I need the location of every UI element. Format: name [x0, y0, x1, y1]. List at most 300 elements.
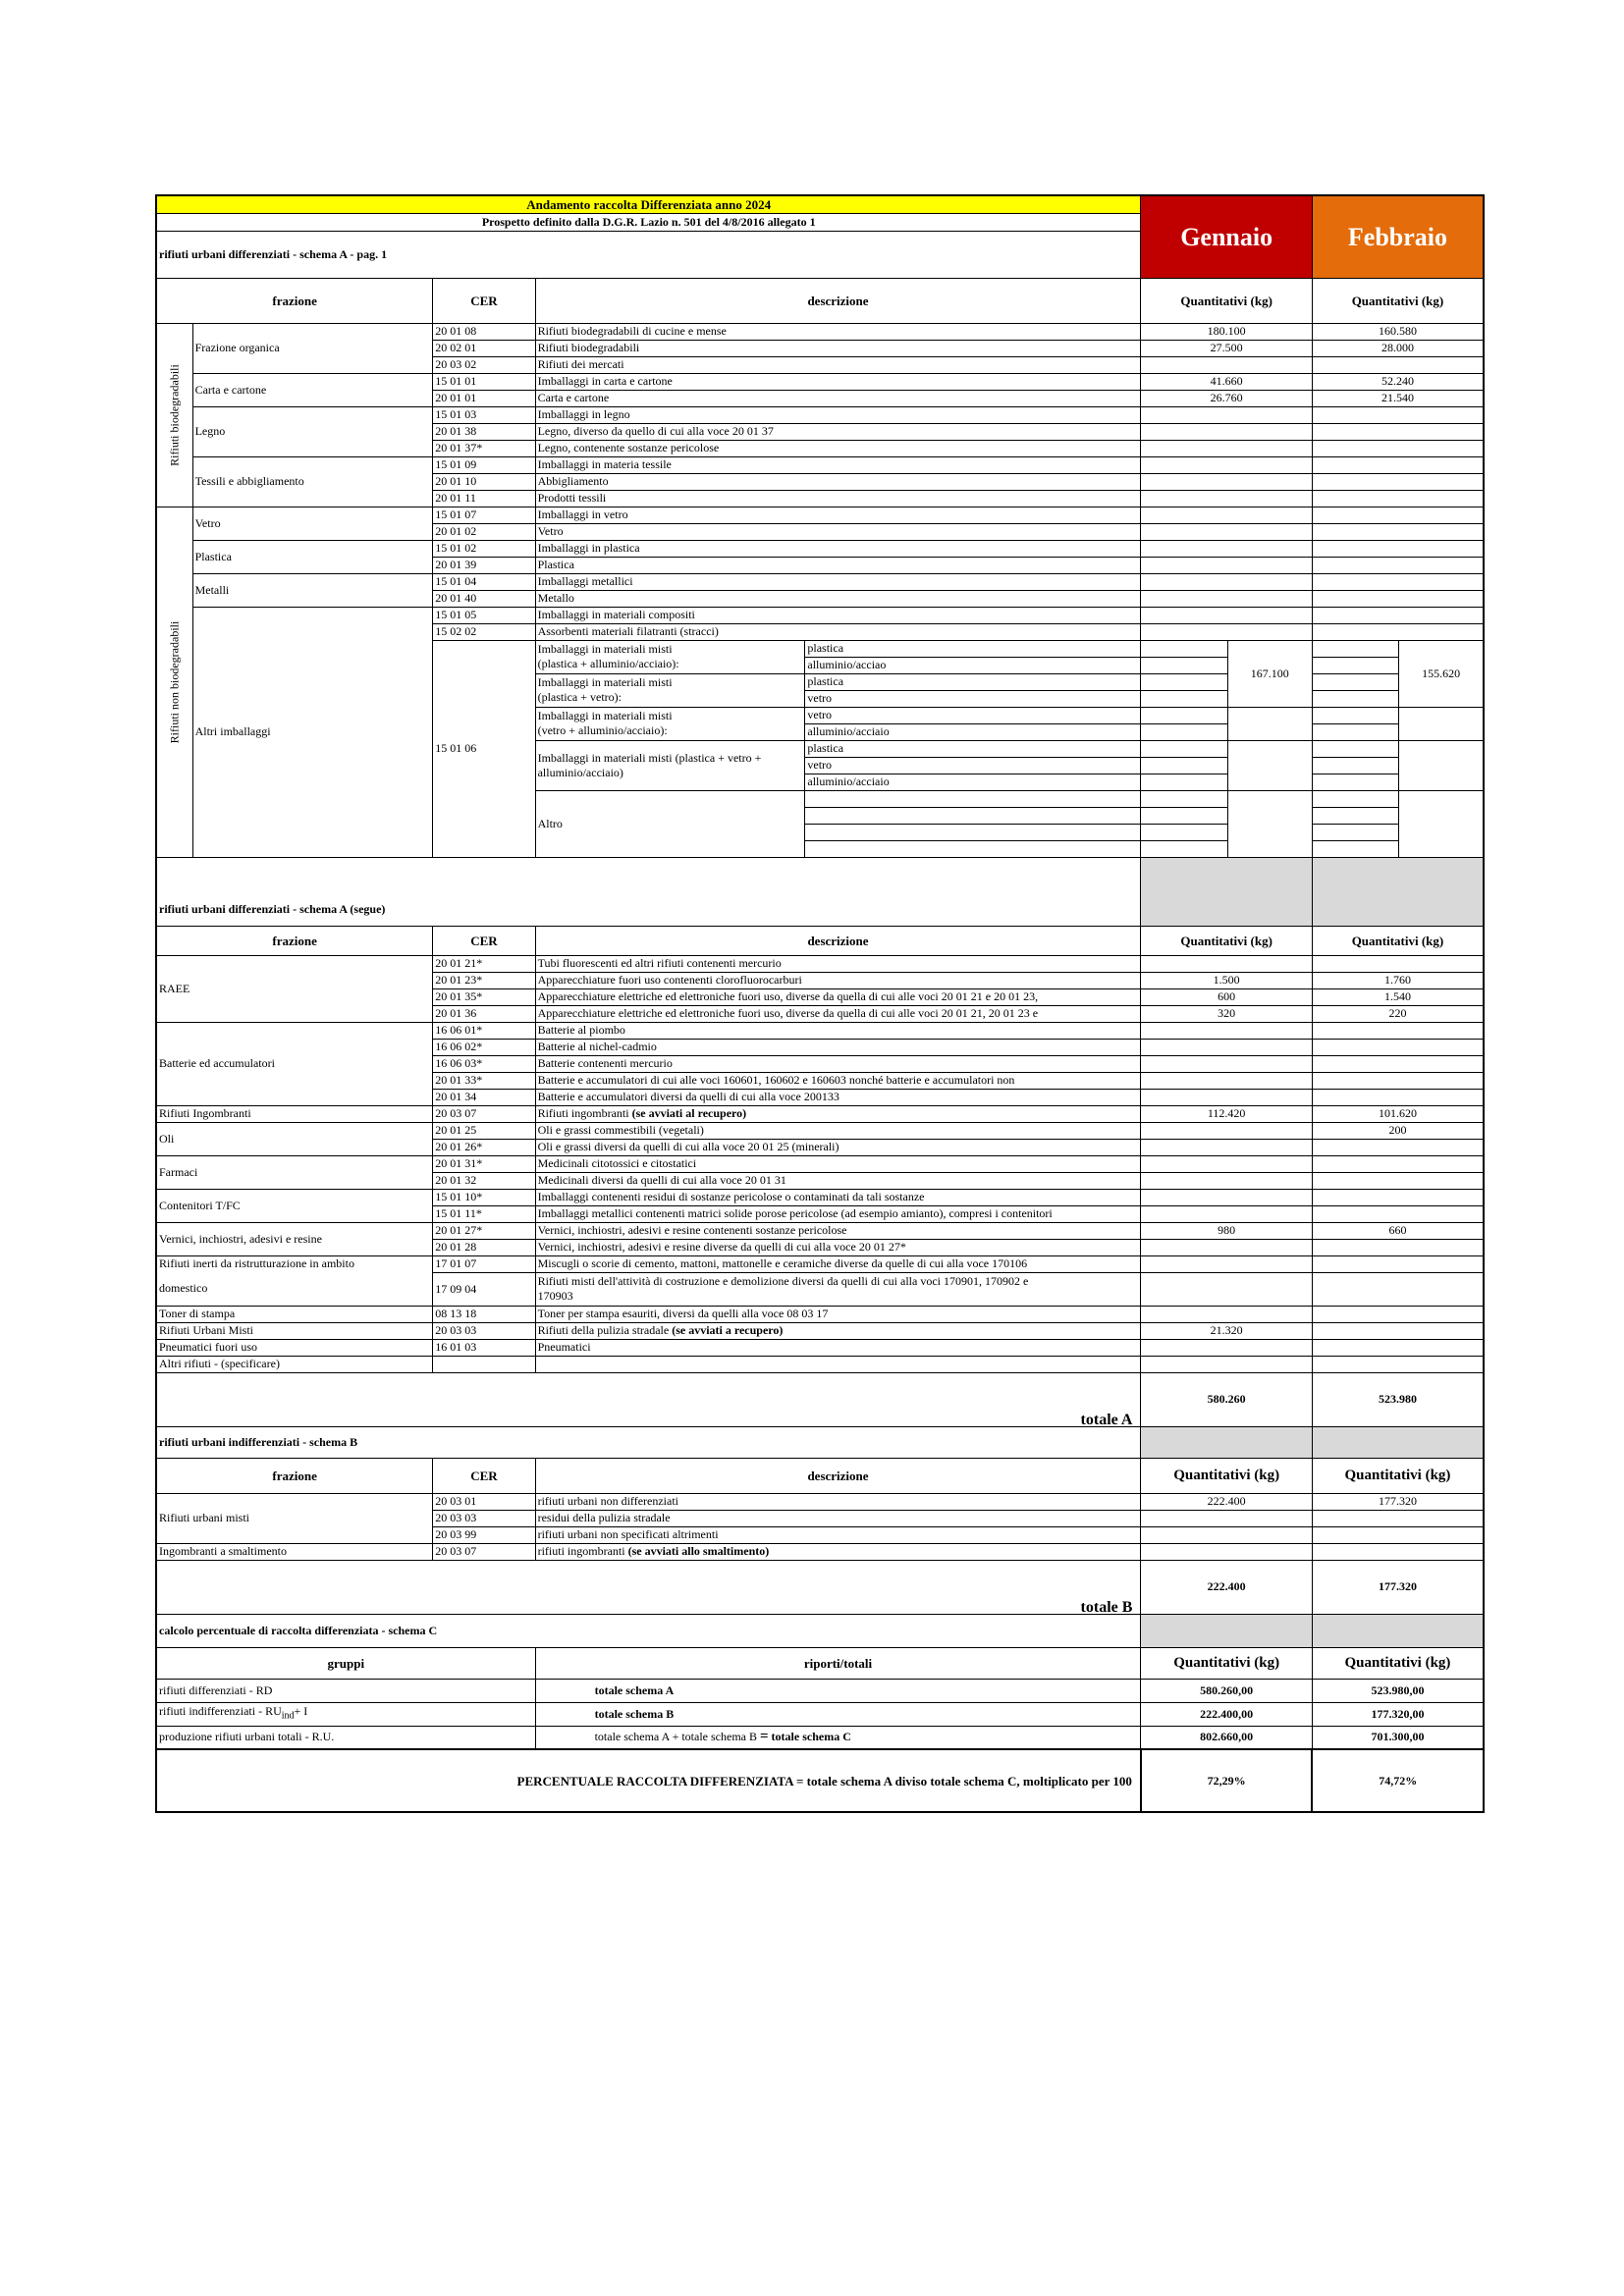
schema-b-rows: [156, 1493, 1484, 1560]
desc-cell: [535, 1105, 1141, 1122]
gray-cell-gen: [1141, 1426, 1313, 1458]
qty-gen: [1141, 440, 1313, 456]
cer-cell: 15 01 02: [433, 540, 535, 557]
qty-gen: 1.500: [1141, 972, 1313, 988]
qty-feb-sub: [1312, 840, 1398, 857]
qty-gen-sub: [1141, 840, 1227, 857]
table-row: [156, 1356, 1484, 1372]
cer-cell: 20 01 31*: [433, 1155, 535, 1172]
cer-cell: 16 01 03: [433, 1339, 535, 1356]
cer-cell: 17 09 04: [433, 1272, 535, 1306]
desc-cell: [535, 1356, 1141, 1372]
multi-desc-2: [535, 673, 805, 707]
desc-cell: [535, 1272, 1141, 1306]
desc-cell: Imballaggi in legno: [535, 406, 1141, 423]
qty-feb-multi: [1399, 740, 1484, 790]
qty-feb: [1312, 1356, 1484, 1372]
fraction-cell: Toner di stampa: [156, 1306, 433, 1322]
qty-feb: 21.540: [1312, 390, 1484, 406]
qty-gen: [1141, 1255, 1313, 1272]
cer-cell: 20 01 26*: [433, 1139, 535, 1155]
qty-feb-sub: [1312, 690, 1398, 707]
table-row: [156, 1155, 1484, 1172]
sub-material: vetro: [805, 690, 1141, 707]
qty-gen: [1141, 557, 1313, 573]
col-quantita-feb: Quantitativi (kg): [1312, 926, 1484, 955]
qty-feb: [1312, 1172, 1484, 1189]
desc-cell: Batterie contenenti mercurio: [535, 1055, 1141, 1072]
qty-feb: [1312, 440, 1484, 456]
col-descrizione: descrizione: [535, 1458, 1141, 1493]
table-row: [156, 1222, 1484, 1239]
riporto-c: [535, 1726, 1141, 1749]
desc-cell: Apparecchiature elettriche ed elettroniche fuori uso, diverse da quella di cui alle voci 20 01 21 e 20 01 23,: [535, 988, 1141, 1005]
desc-cell: Imballaggi in materia tessile: [535, 456, 1141, 473]
month-febbraio: Febbraio: [1312, 195, 1484, 278]
qty-feb: [1312, 1205, 1484, 1222]
cer-cell: 16 06 01*: [433, 1022, 535, 1039]
sub-material: vetro: [805, 707, 1141, 723]
group-biodegradabili: [156, 323, 192, 507]
desc-cell: Legno, diverso da quello di cui alla voce 20 01 37: [535, 423, 1141, 440]
fraction-cell: Vernici, inchiostri, adesivi e resine: [156, 1222, 433, 1255]
qty-gen: [1141, 1239, 1313, 1255]
desc-text: Rifiuti ingombranti: [537, 1106, 629, 1120]
cer-cell: 20 01 36: [433, 1005, 535, 1022]
qty-feb: [1312, 1543, 1484, 1560]
multi-desc-4a: Imballaggi in materiali misti (plastica + vetro +: [537, 750, 762, 765]
cer-cell: 20 01 35*: [433, 988, 535, 1005]
qty-feb: [1312, 406, 1484, 423]
qty-gen: [1141, 1039, 1313, 1055]
c-gen: 802.660,00: [1141, 1726, 1313, 1749]
qty-feb: [1312, 356, 1484, 373]
cer-cell: 20 01 28: [433, 1239, 535, 1255]
qty-gen: [1141, 473, 1313, 490]
qty-feb: [1312, 456, 1484, 473]
qty-gen: [1141, 1526, 1313, 1543]
cer-cell: 20 01 11: [433, 490, 535, 507]
qty-feb-sub: [1312, 740, 1398, 757]
desc-cell: Medicinali diversi da quelli di cui alla voce 20 01 31: [535, 1172, 1141, 1189]
qty-gen: [1141, 356, 1313, 373]
cer-cell: 20 01 27*: [433, 1222, 535, 1239]
qty-feb: 52.240: [1312, 373, 1484, 390]
desc-cell: Abbigliamento: [535, 473, 1141, 490]
multi-desc-3a: Imballaggi in materiali misti: [537, 709, 673, 722]
qty-gen: [1141, 573, 1313, 590]
sub-material: plastica: [805, 740, 1141, 757]
totale-a-label: totale A: [156, 1372, 1141, 1426]
qty-gen: [1141, 1089, 1313, 1105]
totale-b-gen: 222.400: [1141, 1560, 1313, 1614]
qty-gen: [1141, 1205, 1313, 1222]
qty-gen-sub: [1141, 707, 1227, 723]
desc-cell: Vetro: [535, 523, 1141, 540]
group-biodegradabili-label: Rifiuti biodegradabili: [167, 363, 182, 466]
cer-cell: 20 01 10: [433, 473, 535, 490]
report-sheet: [155, 194, 1485, 1813]
qty-gen: 21.320: [1141, 1322, 1313, 1339]
multi-desc-2b: (plastica + vetro):: [537, 690, 622, 704]
c-gen: 222.400,00: [1141, 1702, 1313, 1726]
qty-feb: [1312, 1089, 1484, 1105]
gruppo-ru: [156, 1702, 535, 1726]
qty-feb: [1312, 1339, 1484, 1356]
qty-feb: [1312, 1510, 1484, 1526]
multi-desc-altro: Altro: [535, 790, 805, 857]
multi-desc-4b: alluminio/acciaio): [537, 765, 623, 779]
desc-cell: Vernici, inchiostri, adesivi e resine diverse da quelli di cui alla voce 20 01 27*: [535, 1239, 1141, 1255]
desc-cell: Oli e grassi diversi da quelli di cui alla voce 20 01 25 (minerali): [535, 1139, 1141, 1155]
cer-cell: 15 01 01: [433, 373, 535, 390]
desc-cell: Imballaggi in carta e cartone: [535, 373, 1141, 390]
qty-feb-multi: 155.620: [1399, 640, 1484, 707]
table-row: [156, 1122, 1484, 1139]
cer-cell: 15 01 06: [433, 640, 535, 857]
cer-cell: 20 03 01: [433, 1493, 535, 1510]
desc-note: (se avviati al recupero): [631, 1106, 747, 1120]
qty-gen-sub: [1141, 657, 1227, 673]
qty-gen: 112.420: [1141, 1105, 1313, 1122]
cer-cell: 20 01 32: [433, 1172, 535, 1189]
qty-feb: [1312, 1306, 1484, 1322]
desc-cell: Apparecchiature elettriche ed elettroniche fuori uso, diverse da quella di cui alle voci 20 01 21, 20 01 23 e: [535, 1005, 1141, 1022]
qty-gen: [1141, 1072, 1313, 1089]
qty-feb: 160.580: [1312, 323, 1484, 340]
qty-gen-sub: [1141, 723, 1227, 740]
multi-desc-1: [535, 640, 805, 673]
gruppo-rd: rifiuti differenziati - RD: [156, 1679, 535, 1702]
qty-feb-sub: [1312, 640, 1398, 657]
table-row: [156, 1322, 1484, 1339]
gray-cell-gen: [1141, 857, 1313, 926]
cer-cell: 20 03 99: [433, 1526, 535, 1543]
qty-feb-multi: [1399, 707, 1484, 740]
qty-gen: 26.760: [1141, 390, 1313, 406]
qty-gen: [1141, 1543, 1313, 1560]
desc-cell: Rifiuti biodegradabili di cucine e mense: [535, 323, 1141, 340]
cer-cell: 15 01 04: [433, 573, 535, 590]
qty-feb: [1312, 1139, 1484, 1155]
group-non-biodegradabili: [156, 507, 192, 857]
qty-feb: [1312, 590, 1484, 607]
desc-cell: Carta e cartone: [535, 390, 1141, 406]
desc-cell: Miscugli o scorie di cemento, mattoni, mattonelle e ceramiche diverse da quelle di cui alla voce 170106: [535, 1255, 1141, 1272]
desc-cell: Batterie al nichel-cadmio: [535, 1039, 1141, 1055]
qty-gen: [1141, 607, 1313, 623]
qty-gen: [1141, 1139, 1313, 1155]
cer-cell: [433, 1356, 535, 1372]
riporto-a: totale schema A: [535, 1679, 1141, 1702]
qty-feb: 28.000: [1312, 340, 1484, 356]
table-row: [156, 955, 1484, 972]
desc-cell: Toner per stampa esauriti, diversi da quelli alla voce 08 03 17: [535, 1306, 1141, 1322]
fraction-cell: Rifiuti inerti da ristrutturazione in ambito: [156, 1255, 433, 1272]
qty-gen: [1141, 1356, 1313, 1372]
desc-cell: rifiuti urbani non differenziati: [535, 1493, 1141, 1510]
qty-feb: [1312, 1022, 1484, 1039]
qty-gen-multi: [1227, 790, 1312, 857]
qty-gen-sub: [1141, 790, 1227, 807]
qty-feb-sub: [1312, 657, 1398, 673]
totale-a-gen: 580.260: [1141, 1372, 1313, 1426]
fraction-cell: domestico: [156, 1272, 433, 1306]
col-cer: CER: [433, 926, 535, 955]
col-descrizione: descrizione: [535, 278, 1141, 323]
col-quantita-gen: Quantitativi (kg): [1141, 926, 1313, 955]
cer-cell: 20 03 03: [433, 1510, 535, 1526]
fraction-cell: Ingombranti a smaltimento: [156, 1543, 433, 1560]
desc-cell: Oli e grassi commestibili (vegetali): [535, 1122, 1141, 1139]
qty-gen: [1141, 1339, 1313, 1356]
fraction-cell: Rifiuti Ingombranti: [156, 1105, 433, 1122]
cer-cell: 15 01 09: [433, 456, 535, 473]
qty-feb-sub: [1312, 673, 1398, 690]
qty-feb: [1312, 1072, 1484, 1089]
sub-material: alluminio/acciaio: [805, 723, 1141, 740]
sub-material: alluminio/acciao: [805, 657, 1141, 673]
qty-gen-sub: [1141, 807, 1227, 824]
fraction-metalli: Metalli: [192, 573, 433, 607]
table-row: [156, 1105, 1484, 1122]
col-frazione: frazione: [156, 1458, 433, 1493]
qty-feb-sub: [1312, 790, 1398, 807]
gruppo-ru-sub: ind: [281, 1710, 295, 1722]
cer-cell: 20 01 25: [433, 1122, 535, 1139]
desc-cell: [535, 1322, 1141, 1339]
qty-gen: [1141, 540, 1313, 557]
desc-cell: Imballaggi metallici: [535, 573, 1141, 590]
desc-cell: Batterie al piombo: [535, 1022, 1141, 1039]
schema-c-title: calcolo percentuale di raccolta differenziata - schema C: [156, 1614, 1141, 1647]
table-row: [156, 1543, 1484, 1560]
qty-feb-sub: [1312, 707, 1398, 723]
qty-feb: [1312, 557, 1484, 573]
percent-gen: 72,29%: [1141, 1749, 1313, 1812]
gruppo-ru-text: rifiuti indifferenziati - RU: [159, 1704, 282, 1719]
cer-cell: 20 01 02: [433, 523, 535, 540]
fraction-cell: Farmaci: [156, 1155, 433, 1189]
desc-cell: Rifiuti dei mercati: [535, 356, 1141, 373]
qty-gen: [1141, 1122, 1313, 1139]
qty-feb: [1312, 473, 1484, 490]
cer-cell: 15 01 10*: [433, 1189, 535, 1205]
desc-cell: Apparecchiature fuori uso contenenti clorofluorocarburi: [535, 972, 1141, 988]
qty-feb: [1312, 540, 1484, 557]
desc-cell: Imballaggi metallici contenenti matrici solide porose pericolose (ad esempio amianto), compresi i contenitori: [535, 1205, 1141, 1222]
qty-feb: 1.760: [1312, 972, 1484, 988]
riporto-c-text: totale schema A + totale schema B: [594, 1730, 757, 1744]
desc-cell: Batterie e accumulatori diversi da quelli di cui alla voce 200133: [535, 1089, 1141, 1105]
qty-feb-sub: [1312, 723, 1398, 740]
qty-gen: [1141, 1155, 1313, 1172]
col-quantita-feb: Quantitativi (kg): [1312, 1458, 1484, 1493]
qty-gen: [1141, 1022, 1313, 1039]
fraction-cell: Rifiuti urbani misti: [156, 1493, 433, 1543]
desc-cell: Plastica: [535, 557, 1141, 573]
cer-cell: 20 01 38: [433, 423, 535, 440]
desc-line: Rifiuti misti dell'attività di costruzione e demolizione diversi da quelli di cui alla voci 170901, 170902 e: [537, 1274, 1029, 1288]
schema-a-title: rifiuti urbani differenziati - schema A - pag. 1: [156, 231, 1141, 278]
percent-feb: 74,72%: [1312, 1749, 1484, 1812]
table-row: [156, 1339, 1484, 1356]
qty-feb: [1312, 423, 1484, 440]
cer-cell: 20 01 33*: [433, 1072, 535, 1089]
desc-cell: [535, 1543, 1141, 1560]
col-quantita-gen: Quantitativi (kg): [1141, 1458, 1313, 1493]
sub-material: [805, 790, 1141, 807]
qty-gen: [1141, 1306, 1313, 1322]
report-subtitle: Prospetto definito dalla D.G.R. Lazio n. 501 del 4/8/2016 allegato 1: [156, 213, 1141, 231]
fraction-cell: RAEE: [156, 955, 433, 1022]
cer-cell: 20 02 01: [433, 340, 535, 356]
qty-gen-sub: [1141, 757, 1227, 774]
cer-cell: 20 01 37*: [433, 440, 535, 456]
table-row: [156, 1022, 1484, 1039]
fraction-cell: Batterie ed accumulatori: [156, 1022, 433, 1105]
qty-gen: [1141, 623, 1313, 640]
qty-gen: [1141, 1272, 1313, 1306]
qty-gen-sub: [1141, 640, 1227, 657]
qty-gen: [1141, 523, 1313, 540]
desc-cell: Pneumatici: [535, 1339, 1141, 1356]
col-gruppi: gruppi: [156, 1647, 535, 1679]
col-cer: CER: [433, 278, 535, 323]
c-gen: 580.260,00: [1141, 1679, 1313, 1702]
table-row: [156, 1189, 1484, 1205]
qty-gen-sub: [1141, 740, 1227, 757]
qty-gen: 180.100: [1141, 323, 1313, 340]
col-frazione: frazione: [156, 926, 433, 955]
qty-gen: 600: [1141, 988, 1313, 1005]
desc-cell: residui della pulizia stradale: [535, 1510, 1141, 1526]
fraction-cell: Contenitori T/FC: [156, 1189, 433, 1222]
qty-gen: [1141, 590, 1313, 607]
qty-gen: [1141, 490, 1313, 507]
fraction-cell: Rifiuti Urbani Misti: [156, 1322, 433, 1339]
riporto-c-eq: =: [759, 1729, 769, 1745]
qty-feb: [1312, 1239, 1484, 1255]
qty-feb: [1312, 490, 1484, 507]
qty-feb: [1312, 1055, 1484, 1072]
fraction-plastica: Plastica: [192, 540, 433, 573]
totale-a-feb: 523.980: [1312, 1372, 1484, 1426]
col-riporti: riporti/totali: [535, 1647, 1141, 1679]
desc-cell: rifiuti urbani non specificati altrimenti: [535, 1526, 1141, 1543]
cer-cell: 20 01 39: [433, 557, 535, 573]
desc-cell: Imballaggi in vetro: [535, 507, 1141, 523]
fraction-cell: Oli: [156, 1122, 433, 1155]
cer-cell: 15 01 05: [433, 607, 535, 623]
qty-gen-sub: [1141, 824, 1227, 840]
qty-gen: [1141, 423, 1313, 440]
qty-feb-sub: [1312, 774, 1398, 790]
cer-cell: 20 03 07: [433, 1105, 535, 1122]
desc-cell: Medicinali citotossici e citostatici: [535, 1155, 1141, 1172]
fraction-carta: Carta e cartone: [192, 373, 433, 406]
multi-desc-2a: Imballaggi in materiali misti: [537, 675, 673, 689]
qty-feb: 200: [1312, 1122, 1484, 1139]
qty-feb: 177.320: [1312, 1493, 1484, 1510]
sub-material: plastica: [805, 673, 1141, 690]
multi-desc-3: [535, 707, 805, 740]
month-gennaio: Gennaio: [1141, 195, 1313, 278]
desc-text: rifiuti ingombranti: [537, 1544, 625, 1558]
desc-cell: Tubi fluorescenti ed altri rifiuti contenenti mercurio: [535, 955, 1141, 972]
desc-cell: Imballaggi in plastica: [535, 540, 1141, 557]
fraction-legno: Legno: [192, 406, 433, 456]
spacer-row: [156, 857, 1141, 894]
qty-gen: [1141, 1055, 1313, 1072]
qty-feb: [1312, 1255, 1484, 1272]
totale-b-feb: 177.320: [1312, 1560, 1484, 1614]
qty-gen: [1141, 1189, 1313, 1205]
sub-material: vetro: [805, 757, 1141, 774]
c-feb: 523.980,00: [1312, 1679, 1484, 1702]
qty-gen-sub: [1141, 774, 1227, 790]
cer-cell: 15 01 07: [433, 507, 535, 523]
desc-cell: Legno, contenente sostanze pericolose: [535, 440, 1141, 456]
qty-feb: 101.620: [1312, 1105, 1484, 1122]
qty-gen-sub: [1141, 673, 1227, 690]
qty-gen: 222.400: [1141, 1493, 1313, 1510]
qty-gen: 980: [1141, 1222, 1313, 1239]
gruppo-ru-suffix: + I: [294, 1704, 308, 1719]
table-row: [156, 1306, 1484, 1322]
sub-material: [805, 824, 1141, 840]
qty-feb: [1312, 523, 1484, 540]
col-quantita-feb: Quantitativi (kg): [1312, 1647, 1484, 1679]
qty-gen: [1141, 1510, 1313, 1526]
qty-feb: [1312, 623, 1484, 640]
schema-a-cont-rows: [156, 955, 1484, 1255]
qty-feb-sub: [1312, 807, 1398, 824]
cer-cell: 20 03 03: [433, 1322, 535, 1339]
qty-gen: [1141, 955, 1313, 972]
desc-line: 170903: [537, 1289, 573, 1303]
cer-cell: 20 03 07: [433, 1543, 535, 1560]
qty-feb: [1312, 1155, 1484, 1172]
percent-label: PERCENTUALE RACCOLTA DIFFERENZIATA = totale schema A diviso totale schema C, moltiplicato per 100: [156, 1749, 1141, 1812]
desc-cell: Metallo: [535, 590, 1141, 607]
qty-gen-multi: 167.100: [1227, 640, 1312, 707]
group-non-biodegradabili-label: Rifiuti non biodegradabili: [167, 620, 182, 743]
schema-a-tail-rows: [156, 1306, 1484, 1372]
c-feb: 701.300,00: [1312, 1726, 1484, 1749]
qty-feb: [1312, 1322, 1484, 1339]
multi-desc-3b: (vetro + alluminio/acciaio):: [537, 723, 668, 737]
multi-desc-1b: (plastica + alluminio/acciaio):: [537, 657, 679, 670]
desc-cell: Prodotti tessili: [535, 490, 1141, 507]
sub-material: alluminio/acciaio: [805, 774, 1141, 790]
qty-gen-multi: [1227, 740, 1312, 790]
qty-gen: [1141, 1172, 1313, 1189]
col-descrizione: descrizione: [535, 926, 1141, 955]
cer-cell: 20 01 21*: [433, 955, 535, 972]
sub-material: [805, 840, 1141, 857]
cer-cell: 15 02 02: [433, 623, 535, 640]
gruppo-ru-totali: produzione rifiuti urbani totali - R.U.: [156, 1726, 535, 1749]
cer-cell: 20 01 40: [433, 590, 535, 607]
qty-feb-sub: [1312, 824, 1398, 840]
qty-feb: [1312, 1526, 1484, 1543]
cer-cell: 15 01 11*: [433, 1205, 535, 1222]
gray-cell-gen: [1141, 1614, 1313, 1647]
desc-cell: Vernici, inchiostri, adesivi e resine contenenti sostanze pericolose: [535, 1222, 1141, 1239]
multi-desc-1a: Imballaggi in materiali misti: [537, 642, 673, 656]
cer-cell: 20 03 02: [433, 356, 535, 373]
